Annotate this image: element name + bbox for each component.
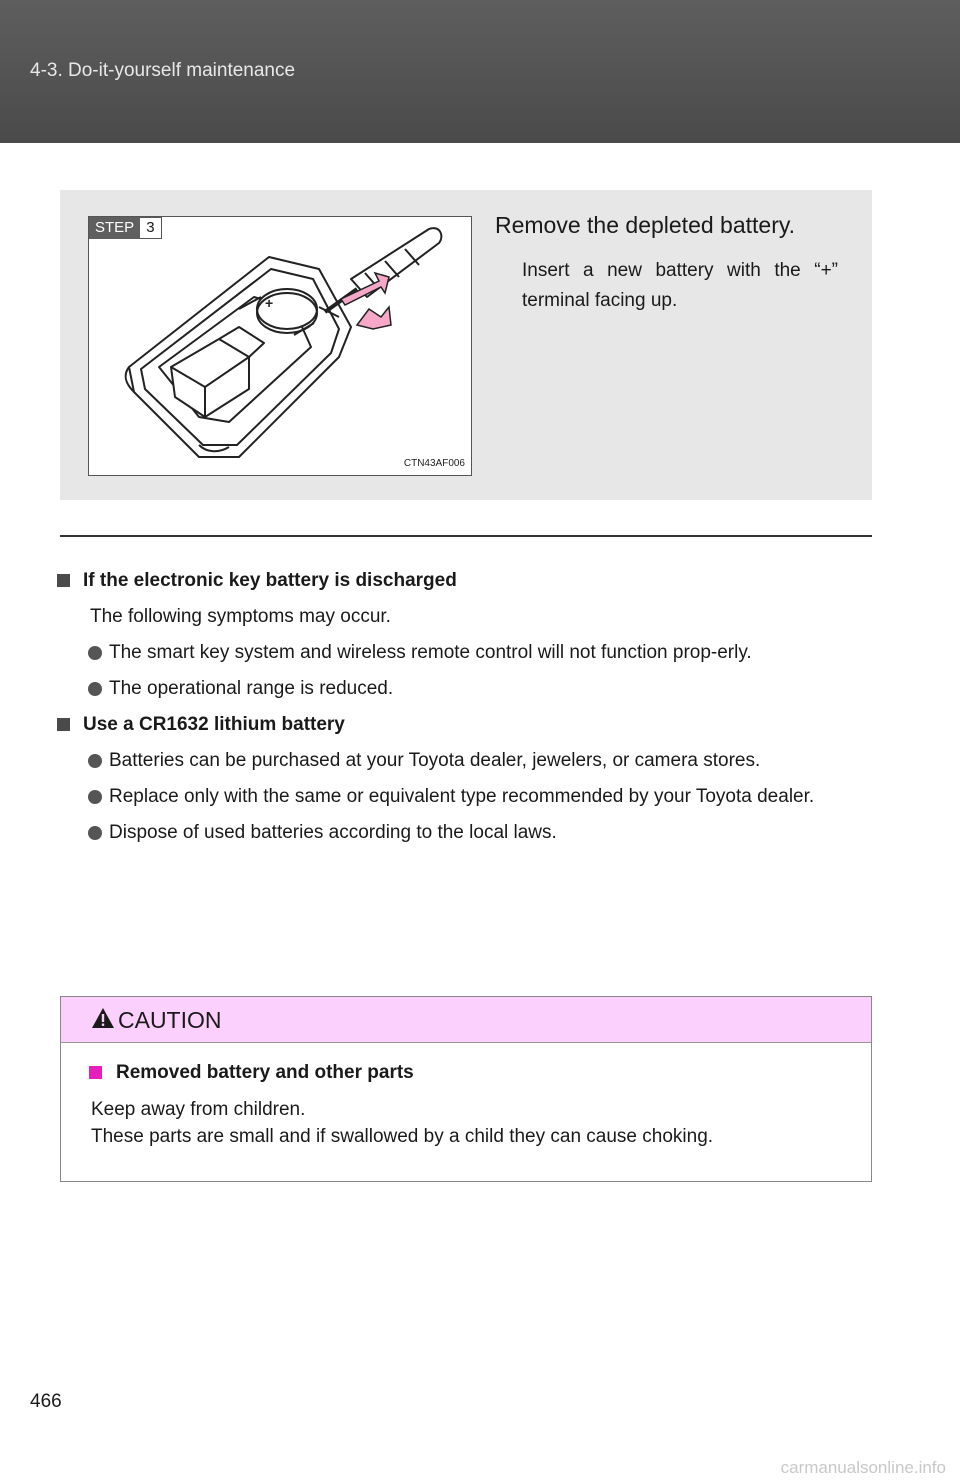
page-number: 466: [30, 1391, 62, 1412]
list-item: [83, 674, 853, 704]
list-item: [83, 818, 853, 848]
battery-plus-mark: +: [265, 295, 274, 311]
caution-label: CAUTION: [118, 1007, 222, 1033]
list-item-text: The operational range is reduced.: [109, 678, 394, 699]
square-bullet-icon: [57, 574, 70, 587]
circle-bullet-icon: [88, 682, 102, 696]
step-heading: Remove the depleted battery.: [495, 212, 796, 238]
caution-line-1: Keep away from children.: [91, 1099, 306, 1120]
list-item: [83, 782, 853, 812]
watermark: carmanualsonline.info: [780, 1458, 946, 1477]
caution-title: [89, 1059, 859, 1086]
section-divider: [60, 535, 872, 537]
step-number: 3: [140, 217, 161, 239]
list-item-text: The smart key system and wireless remote control will not function prop-erly.: [109, 642, 752, 663]
list-item-text: Dispose of used batteries according to the local laws.: [109, 822, 557, 843]
circle-bullet-icon: [88, 826, 102, 840]
caution-header: [61, 997, 871, 1043]
section-intro: The following symptoms may occur.: [90, 606, 391, 627]
step-word: STEP: [89, 217, 140, 239]
circle-bullet-icon: [88, 790, 102, 804]
page-header: [0, 0, 960, 143]
step-badge: [89, 217, 162, 239]
section-heading: [57, 566, 853, 596]
section-title: 4-3. Do-it-yourself maintenance: [30, 60, 296, 81]
caution-title-text: Removed battery and other parts: [116, 1062, 414, 1083]
key-battery-illustration: [89, 217, 471, 475]
caution-line-2: These parts are small and if swallowed by a child they can cause choking.: [91, 1126, 714, 1147]
step-text: Insert a new battery with the “+” terminal facing up.: [522, 260, 838, 311]
section-heading-text: Use a CR1632 lithium battery: [83, 714, 345, 735]
step-figure: [88, 216, 472, 476]
figure-code: CTN43AF006: [403, 458, 465, 469]
section-heading: [57, 710, 853, 740]
caution-box: [60, 996, 872, 1182]
circle-bullet-icon: [88, 754, 102, 768]
list-item-text: Batteries can be purchased at your Toyota dealer, jewelers, or camera stores.: [109, 750, 761, 771]
square-bullet-icon: [57, 718, 70, 731]
info-body: [83, 566, 853, 854]
section-heading-text: If the electronic key battery is discharged: [83, 570, 457, 591]
list-item-text: Replace only with the same or equivalent type recommended by your Toyota dealer.: [109, 786, 815, 807]
warning-triangle-icon: [91, 1007, 115, 1029]
step-box: [60, 190, 872, 500]
square-bullet-icon: [89, 1066, 102, 1079]
circle-bullet-icon: [88, 646, 102, 660]
list-item: [83, 638, 853, 668]
caution-body: [89, 1059, 859, 1150]
list-item: [83, 746, 853, 776]
